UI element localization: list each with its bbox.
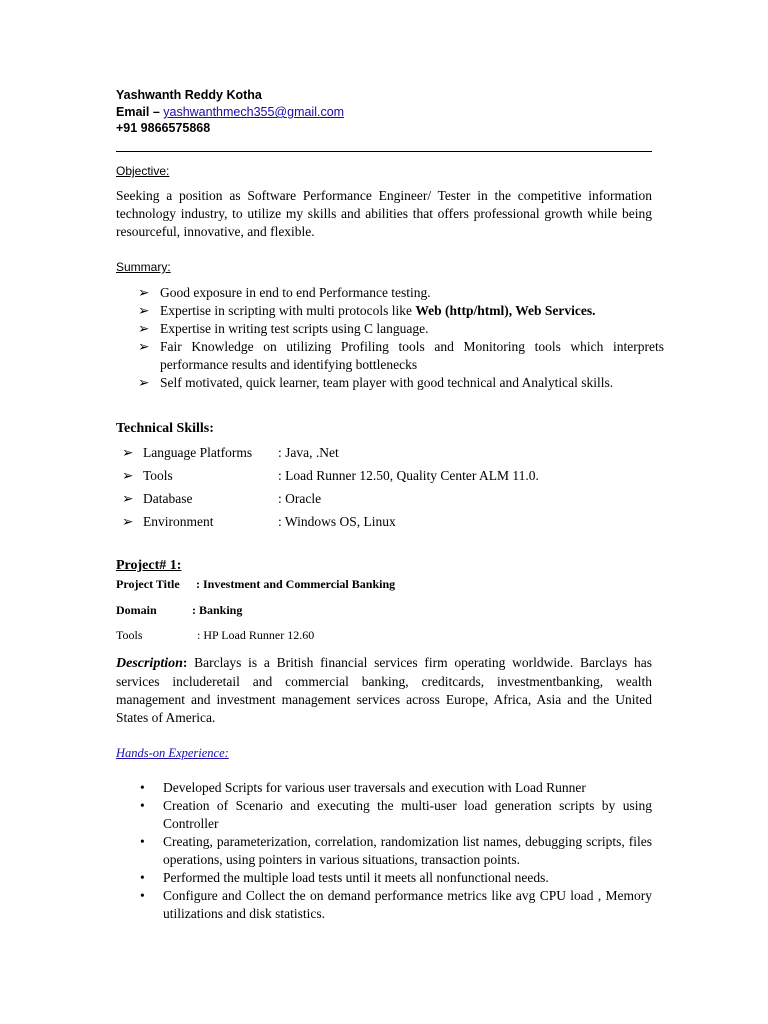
arrow-bullet-icon: ➢ [138,339,150,354]
arrow-bullet-icon: ➢ [122,445,134,460]
skill-row [116,491,656,514]
hands-on-item: • Developed Scripts for various user traversals and execution with Load Runner [140,780,586,795]
arrow-bullet-icon: ➢ [122,468,134,483]
skill-value: : Load Runner 12.50, Quality Center ALM 11.0. [278,468,539,483]
description-label: Description [116,656,183,671]
phone-number: +91 9866575868 [116,121,211,135]
hands-on-heading: Hands-on Experience: [116,746,229,760]
arrow-bullet-icon: ➢ [122,514,134,529]
skill-row [116,514,656,537]
objective-text: Seeking a position as Software Performance Engineer/ Tester in the competitive information technology industry, to utilize my skills and abilities that offers professional growth while being resourceful, innovative, and flexible. [116,188,652,239]
skill-row [116,445,656,468]
hands-on-item: • Performed the multiple load tests until it meets all nonfunctional needs. [140,870,549,885]
summary-item: ➢ Expertise in writing test scripts using C language. [138,321,429,336]
candidate-name: Yashwanth Reddy Kotha [116,88,262,102]
hands-on-item: • Creation of Scenario and executing the multi-user load generation scripts by using Controller [140,798,652,831]
email-label: Email – [116,105,164,119]
project-tools-label: Tools [116,628,143,642]
project-domain-label: Domain [116,603,157,617]
summary-item: ➢ Self motivated, quick learner, team player with good technical and Analytical skills. [138,375,614,390]
summary-item: ➢ Good exposure in end to end Performance testing. [138,285,431,300]
hands-on-item: • Configure and Collect the on demand performance metrics like avg CPU load , Memory utilizations and disk statistics. [140,888,652,921]
project-description: Description: Barclays is a British financial services firm operating worldwide. Barclays has services includeretail and commercial banking, creditcards, investmentbanking, wealth management and investment management services across Europe, Africa, Asia and the United States of America. [116,655,652,725]
arrow-bullet-icon: ➢ [138,321,150,336]
skill-key: Language Platforms [143,445,253,460]
project-heading: Project# 1: [116,558,182,573]
hands-on-list [116,779,652,923]
technical-skills-list [116,445,656,537]
project-tools-value: : HP Load Runner 12.60 [197,628,315,642]
skill-key: Database [143,491,193,506]
email-link[interactable]: yashwanthmech355@gmail.com [163,105,345,119]
bullet-icon: • [140,798,145,813]
email-line [116,104,344,120]
project-title-label: Project Title [116,577,180,591]
skill-row [116,468,656,491]
arrow-bullet-icon: ➢ [122,491,134,506]
description-text: Barclays is a British financial services firm operating worldwide. Barclays has services includeretail and commercial banking, creditcards, investmentbanking, wealth management and investment management services across Europe, Africa, Asia and the United States of America. [116,655,652,725]
skill-value: : Windows OS, Linux [278,514,396,529]
arrow-bullet-icon: ➢ [138,375,150,390]
bullet-icon: • [140,888,145,903]
hands-on-item: • Creating, parameterization, correlation, randomization list names, debugging scripts, files operations, using pointers in various situations, transaction points. [140,834,652,867]
project-domain-value: : Banking [192,603,243,617]
objective-heading: Objective: [116,164,170,178]
summary-item: ➢ Expertise in scripting with multi protocols like Web (http/html), Web Services. [138,303,596,318]
summary-list [116,284,664,392]
summary-item: ➢ Fair Knowledge on utilizing Profiling tools and Monitoring tools which interprets performance results and identifying bottlenecks [138,339,664,372]
bullet-icon: • [140,780,145,795]
skill-value: : Oracle [278,491,322,506]
technical-skills-heading: Technical Skills: [116,421,214,436]
bullet-icon: • [140,870,145,885]
skill-value: : Java, .Net [278,445,339,460]
summary-heading: Summary: [116,260,171,274]
skill-key: Tools [143,468,173,483]
bullet-icon: • [140,834,145,849]
header-divider [116,151,652,152]
arrow-bullet-icon: ➢ [138,285,150,300]
project-title-value: : Investment and Commercial Banking [196,577,396,591]
skill-key: Environment [143,514,214,529]
arrow-bullet-icon: ➢ [138,303,150,318]
